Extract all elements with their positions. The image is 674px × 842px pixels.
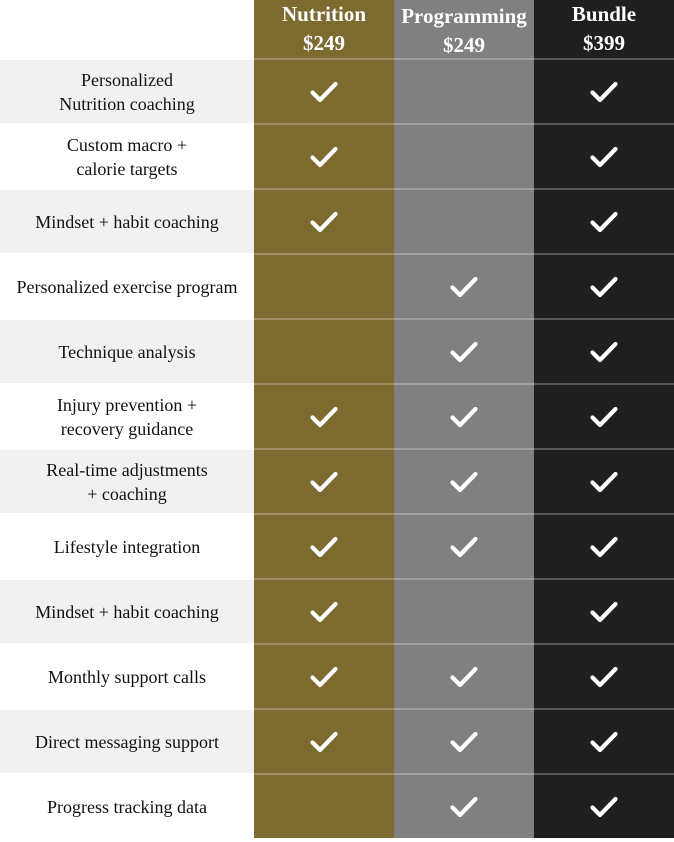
programming-feature-cell bbox=[394, 320, 534, 383]
programming-feature-cell bbox=[394, 385, 534, 448]
bundle-feature-cell bbox=[534, 450, 674, 513]
row-divider bbox=[534, 578, 674, 580]
feature-label: Progress tracking data bbox=[0, 775, 254, 838]
programming-feature-cell bbox=[394, 60, 534, 123]
feature-label: Technique analysis bbox=[0, 320, 254, 383]
programming-plan-header bbox=[394, 0, 534, 58]
checkmark-icon bbox=[450, 471, 478, 493]
feature-label: Direct messaging support bbox=[0, 710, 254, 773]
bundle-feature-cell bbox=[534, 580, 674, 643]
row-divider bbox=[534, 253, 674, 255]
checkmark-icon bbox=[590, 146, 618, 168]
bundle-feature-cell bbox=[534, 775, 674, 838]
checkmark-icon bbox=[590, 406, 618, 428]
bundle-feature-cell bbox=[534, 385, 674, 448]
row-divider bbox=[394, 58, 534, 60]
bundle-plan-column bbox=[534, 0, 674, 838]
nutrition-feature-cell bbox=[254, 775, 394, 838]
checkmark-icon bbox=[310, 666, 338, 688]
bundle-feature-cell bbox=[534, 190, 674, 253]
row-divider bbox=[254, 578, 394, 580]
nutrition-feature-cell bbox=[254, 580, 394, 643]
bundle-feature-cell bbox=[534, 645, 674, 708]
row-divider bbox=[534, 383, 674, 385]
feature-label: Mindset + habit coaching bbox=[0, 190, 254, 253]
checkmark-icon bbox=[310, 731, 338, 753]
feature-label: Real-time adjustments + coaching bbox=[0, 450, 254, 513]
checkmark-icon bbox=[590, 471, 618, 493]
checkmark-icon bbox=[310, 536, 338, 558]
checkmark-icon bbox=[590, 341, 618, 363]
nutrition-feature-cell bbox=[254, 645, 394, 708]
row-divider bbox=[534, 708, 674, 710]
row-divider bbox=[254, 188, 394, 190]
programming-feature-cell bbox=[394, 255, 534, 318]
feature-label: Monthly support calls bbox=[0, 645, 254, 708]
feature-label: Custom macro + calorie targets bbox=[0, 125, 254, 188]
bundle-feature-cell bbox=[534, 710, 674, 773]
row-divider bbox=[534, 318, 674, 320]
checkmark-icon bbox=[590, 81, 618, 103]
row-divider bbox=[254, 773, 394, 775]
checkmark-icon bbox=[310, 81, 338, 103]
row-divider bbox=[534, 513, 674, 515]
nutrition-feature-cell bbox=[254, 710, 394, 773]
feature-label: Injury prevention + recovery guidance bbox=[0, 385, 254, 448]
row-divider bbox=[534, 448, 674, 450]
row-divider bbox=[254, 123, 394, 125]
row-divider bbox=[534, 643, 674, 645]
nutrition-feature-cell bbox=[254, 125, 394, 188]
checkmark-icon bbox=[590, 601, 618, 623]
row-divider bbox=[394, 513, 534, 515]
row-divider bbox=[254, 448, 394, 450]
checkmark-icon bbox=[450, 341, 478, 363]
row-divider bbox=[254, 253, 394, 255]
row-divider bbox=[394, 318, 534, 320]
checkmark-icon bbox=[450, 406, 478, 428]
row-divider bbox=[394, 448, 534, 450]
row-divider bbox=[394, 253, 534, 255]
programming-feature-cell bbox=[394, 710, 534, 773]
nutrition-feature-cell bbox=[254, 515, 394, 578]
row-divider bbox=[534, 188, 674, 190]
programming-feature-cell bbox=[394, 645, 534, 708]
checkmark-icon bbox=[310, 471, 338, 493]
programming-plan-name: Programming bbox=[401, 4, 527, 28]
programming-plan-price: $249 bbox=[443, 33, 485, 57]
feature-label: Personalized Nutrition coaching bbox=[0, 60, 254, 123]
feature-label: Mindset + habit coaching bbox=[0, 580, 254, 643]
nutrition-feature-cell bbox=[254, 60, 394, 123]
nutrition-feature-cell bbox=[254, 385, 394, 448]
bundle-plan-name: Bundle bbox=[571, 2, 637, 26]
nutrition-plan-header bbox=[254, 0, 394, 58]
row-divider bbox=[534, 123, 674, 125]
bundle-feature-cell bbox=[534, 515, 674, 578]
feature-column bbox=[0, 0, 254, 842]
programming-feature-cell bbox=[394, 775, 534, 838]
programming-feature-cell bbox=[394, 450, 534, 513]
row-divider bbox=[254, 383, 394, 385]
checkmark-icon bbox=[310, 406, 338, 428]
programming-feature-cell bbox=[394, 190, 534, 253]
row-divider bbox=[394, 643, 534, 645]
nutrition-feature-cell bbox=[254, 450, 394, 513]
row-divider bbox=[254, 513, 394, 515]
row-divider bbox=[254, 643, 394, 645]
nutrition-feature-cell bbox=[254, 320, 394, 383]
feature-label: Lifestyle integration bbox=[0, 515, 254, 578]
bundle-feature-cell bbox=[534, 320, 674, 383]
nutrition-feature-cell bbox=[254, 255, 394, 318]
row-divider bbox=[254, 318, 394, 320]
nutrition-plan-price: $249 bbox=[303, 31, 345, 55]
nutrition-plan-column bbox=[254, 0, 394, 838]
row-divider bbox=[394, 188, 534, 190]
checkmark-icon bbox=[590, 666, 618, 688]
row-divider bbox=[394, 773, 534, 775]
checkmark-icon bbox=[590, 276, 618, 298]
checkmark-icon bbox=[590, 211, 618, 233]
bundle-feature-cell bbox=[534, 255, 674, 318]
nutrition-plan-name: Nutrition bbox=[282, 2, 366, 26]
checkmark-icon bbox=[450, 536, 478, 558]
row-divider bbox=[394, 708, 534, 710]
bundle-feature-cell bbox=[534, 125, 674, 188]
checkmark-icon bbox=[590, 731, 618, 753]
row-divider bbox=[534, 773, 674, 775]
checkmark-icon bbox=[310, 601, 338, 623]
row-divider bbox=[534, 58, 674, 60]
row-divider bbox=[394, 123, 534, 125]
checkmark-icon bbox=[450, 666, 478, 688]
checkmark-icon bbox=[590, 536, 618, 558]
row-divider bbox=[254, 58, 394, 60]
programming-feature-cell bbox=[394, 125, 534, 188]
bundle-plan-header bbox=[534, 0, 674, 58]
row-divider bbox=[254, 708, 394, 710]
bundle-plan-price: $399 bbox=[583, 31, 625, 55]
row-divider bbox=[394, 578, 534, 580]
checkmark-icon bbox=[450, 276, 478, 298]
row-divider bbox=[394, 383, 534, 385]
checkmark-icon bbox=[450, 731, 478, 753]
checkmark-icon bbox=[450, 796, 478, 818]
programming-plan-column bbox=[394, 0, 534, 838]
feature-label: Personalized exercise program bbox=[0, 255, 254, 318]
programming-feature-cell bbox=[394, 580, 534, 643]
programming-feature-cell bbox=[394, 515, 534, 578]
checkmark-icon bbox=[310, 146, 338, 168]
nutrition-feature-cell bbox=[254, 190, 394, 253]
bundle-feature-cell bbox=[534, 60, 674, 123]
checkmark-icon bbox=[590, 796, 618, 818]
checkmark-icon bbox=[310, 211, 338, 233]
